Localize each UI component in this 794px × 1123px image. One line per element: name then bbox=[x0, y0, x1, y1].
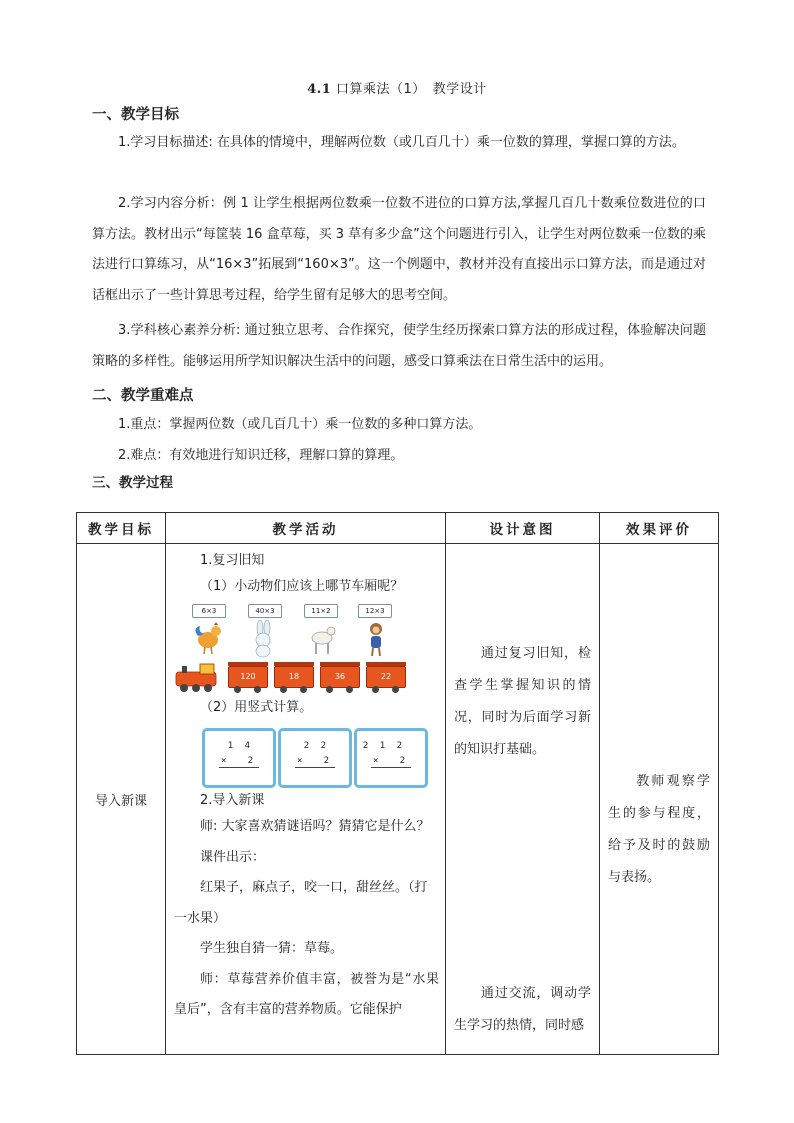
expression-tag: 12×3 bbox=[358, 604, 392, 618]
wheel bbox=[234, 686, 241, 693]
activity-line: 2.导入新课 bbox=[200, 793, 265, 808]
activity-line: （1）小动物们应该上哪节车厢呢？ bbox=[200, 579, 404, 594]
page-title bbox=[0, 78, 794, 97]
expression-tag: 11×2 bbox=[304, 604, 338, 618]
train-car: 18 bbox=[274, 666, 314, 688]
calc-box bbox=[202, 728, 276, 788]
wheel bbox=[300, 686, 307, 693]
monkey-icon bbox=[362, 620, 390, 658]
calc-bottom: 2 bbox=[323, 756, 329, 766]
wheel bbox=[326, 686, 333, 693]
train-car: 22 bbox=[366, 666, 406, 688]
vertical-calculations bbox=[174, 728, 439, 790]
wheel bbox=[392, 686, 399, 693]
col-header-evaluation: 效果评价 bbox=[600, 513, 719, 544]
wheel bbox=[254, 686, 261, 693]
title-number: 4.1 bbox=[307, 82, 332, 97]
activity-line: 师：草莓营养价值丰富，被誉为是“水果皇后”，含有丰富的营养物质。它能保护 bbox=[174, 971, 439, 1017]
train-car: 36 bbox=[320, 666, 360, 688]
wheel bbox=[346, 686, 353, 693]
keypoint-2: 2.难点：有效地进行知识迁移，理解口算的算理。 bbox=[118, 448, 404, 463]
rooster-icon bbox=[192, 620, 224, 656]
wheel bbox=[372, 686, 379, 693]
teaching-process-table bbox=[76, 512, 719, 1055]
evaluation-cell bbox=[600, 544, 719, 1055]
calc-bottom: 2 bbox=[247, 756, 253, 766]
calc-top: 1 4 bbox=[227, 741, 253, 751]
intent-cell bbox=[446, 544, 600, 1055]
calc-box bbox=[354, 728, 428, 788]
wheel bbox=[280, 686, 287, 693]
calc-bottom: 2 bbox=[399, 756, 405, 766]
table-row bbox=[77, 544, 719, 1055]
goal-paragraph-3: 3.学科核心素养分析: 通过独立思考、合作探究，使学生经历探索口算方法的形成过程，体验解决问题策略的多样性。能够运用所学知识解决生活中的问题，感受口算乘法在日常生活中的运用。 bbox=[92, 323, 706, 369]
locomotive-icon bbox=[174, 662, 224, 694]
col-header-intent: 设计意图 bbox=[446, 513, 600, 544]
train-car: 120 bbox=[228, 666, 268, 688]
goal-paragraph-2: 2.学习内容分析：例 1 让学生根据两位数乘一位数不进位的口算方法,掌握几百几十数乘位数进位的口算方法。教材出示“每筐装 16 盒草莓，买 3 草有多少盒”这个问题进行引入，让学生对两位数乘一位数的乘法进行口算练习，从“16×3”拓展到“160×3”。这一个例题中，教材并没有直接出示口算方法，而是通过对话框出示了一些计算思考过程，给学生留有足够大的思考空间。 bbox=[92, 196, 706, 303]
calc-line bbox=[295, 767, 335, 768]
col-header-goal: 教学目标 bbox=[77, 513, 166, 544]
goal-paragraph-1: 1.学习目标描述: 在具体的情境中，理解两位数（或几百几十）乘一位数的算理，掌握口算的方法。 bbox=[118, 135, 685, 150]
calc-box bbox=[278, 728, 352, 788]
row-label: 导入新课 bbox=[77, 544, 166, 1055]
train-illustration bbox=[174, 662, 439, 694]
activity-line: 师: 大家喜欢猜谜语吗？猜猜它是什么？ bbox=[200, 819, 430, 834]
section-heading-process: 三、教学过程 bbox=[92, 475, 173, 491]
evaluation-text: 教师观察学生的参与程度，给予及时的鼓励与表扬。 bbox=[608, 774, 710, 885]
keypoint-1: 1.重点：掌握两位数（或几百几十）乘一位数的多种口算方法。 bbox=[118, 417, 482, 432]
title-text: 口算乘法（1） 教学设计 bbox=[335, 82, 487, 97]
activity-line: （2）用竖式计算。 bbox=[200, 700, 313, 715]
intent-text-2: 通过交流，调动学生学习的热情，同时感 bbox=[454, 986, 591, 1033]
expression-tag: 40×3 bbox=[248, 604, 282, 618]
activity-line: 红果子，麻点子，咬一口，甜丝丝。（打一水果） bbox=[174, 880, 428, 926]
rabbit-icon bbox=[248, 620, 278, 658]
calc-top: 2 2 bbox=[303, 741, 329, 751]
calc-operator: × bbox=[221, 756, 227, 766]
goat-icon bbox=[306, 620, 338, 656]
calc-line bbox=[219, 767, 259, 768]
activity-line: 1.复习旧知 bbox=[200, 553, 265, 568]
activity-cell bbox=[166, 544, 446, 1055]
section-heading-goals: 一、教学目标 bbox=[92, 107, 179, 123]
calc-operator: × bbox=[297, 756, 303, 766]
calc-operator: × bbox=[373, 756, 379, 766]
section-heading-keypoints: 二、教学重难点 bbox=[92, 388, 194, 404]
animals-illustration bbox=[186, 604, 439, 660]
expression-tag: 6×3 bbox=[192, 604, 226, 618]
col-header-activity: 教学活动 bbox=[166, 513, 446, 544]
table-header-row bbox=[77, 513, 719, 544]
activity-line: 学生独自猜一猜：草莓。 bbox=[200, 941, 344, 956]
calc-line bbox=[371, 767, 411, 768]
activity-line: 课件出示： bbox=[200, 849, 266, 865]
intent-text-1: 通过复习旧知，检查学生掌握知识的情况，同时为后面学习新的知识打基础。 bbox=[454, 646, 591, 757]
calc-top: 2 1 2 bbox=[362, 741, 405, 751]
